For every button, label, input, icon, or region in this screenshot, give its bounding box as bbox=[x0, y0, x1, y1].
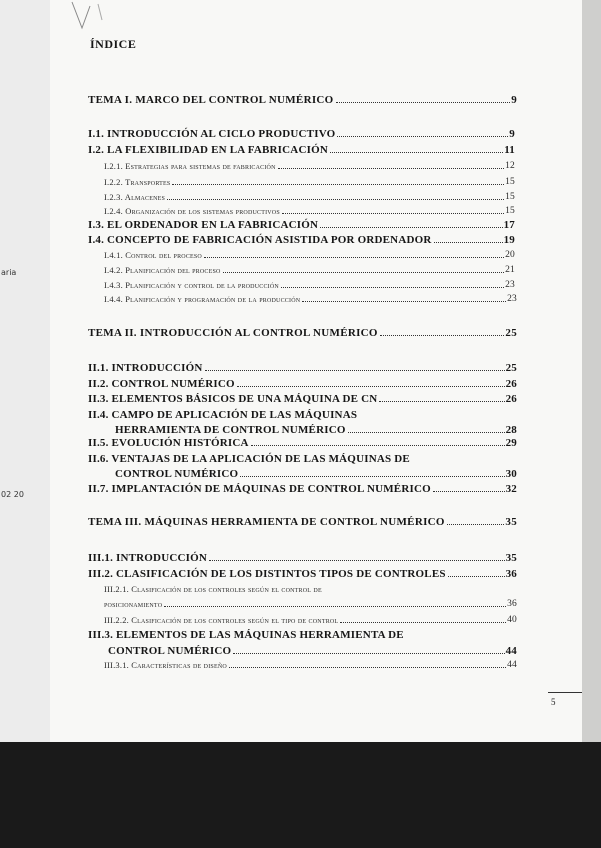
toc-entry-title: I.3. EL ORDENADOR EN LA FABRICACIÓN bbox=[88, 219, 319, 231]
toc-entry-page: 9 bbox=[509, 128, 515, 140]
toc-entry-page: 15 bbox=[505, 206, 515, 216]
toc-entry-title: II.3. ELEMENTOS BÁSICOS DE UNA MÁQUINA DE CN bbox=[88, 393, 378, 405]
toc-entry-title: III.2.2. Clasificación de los controles según el tipo de control bbox=[104, 615, 339, 625]
toc-entry-title-first-line: II.6. VENTAJAS DE LA APLICACIÓN DE LAS MÁQUINAS DE bbox=[88, 453, 410, 465]
toc-entry bbox=[88, 378, 517, 390]
toc-entry-title: II.7. IMPLANTACIÓN DE MÁQUINAS DE CONTROL NUMÉRICO bbox=[88, 483, 431, 495]
toc-entry-page: 44 bbox=[505, 645, 517, 657]
toc-entry-page: 29 bbox=[505, 437, 517, 449]
toc-entry-page: 25 bbox=[505, 327, 517, 339]
toc-entry-title: CONTROL NUMÉRICO bbox=[115, 468, 239, 480]
pen-mark bbox=[70, 0, 120, 32]
dot-leader bbox=[447, 524, 505, 525]
toc-entry-page: 9 bbox=[511, 94, 517, 106]
left-margin-strip bbox=[0, 0, 51, 742]
footer-rule bbox=[548, 692, 582, 693]
toc-entry-title: I.2.2. Transportes bbox=[104, 177, 171, 187]
toc-entry-page: 12 bbox=[505, 161, 515, 171]
toc-entry bbox=[104, 598, 517, 610]
toc-entry bbox=[104, 160, 515, 172]
dot-leader bbox=[278, 168, 504, 169]
dot-leader bbox=[172, 184, 504, 185]
dot-leader bbox=[336, 102, 511, 103]
dot-leader bbox=[204, 257, 504, 258]
dot-leader bbox=[229, 667, 506, 668]
dot-leader bbox=[434, 242, 503, 243]
dot-leader bbox=[379, 401, 504, 402]
toc-entry-page: 23 bbox=[507, 294, 517, 304]
toc-entry-page: 23 bbox=[505, 280, 515, 290]
toc-entry-page: 44 bbox=[507, 660, 517, 670]
toc-entry-title: II.2. CONTROL NUMÉRICO bbox=[88, 378, 235, 390]
toc-entry-page: 11 bbox=[504, 144, 515, 156]
toc-entry bbox=[88, 362, 517, 374]
toc-entry-title: III.1. INTRODUCCIÓN bbox=[88, 552, 208, 564]
margin-fragment: aria bbox=[1, 268, 17, 277]
dot-leader bbox=[380, 335, 505, 336]
toc-entry-title: I.4.4. Planificación y programación de la producción bbox=[104, 294, 301, 304]
toc-entry-page: 26 bbox=[505, 378, 517, 390]
dot-leader bbox=[233, 653, 504, 654]
dot-leader bbox=[320, 227, 502, 228]
toc-entry bbox=[104, 264, 515, 276]
toc-entry-page: 35 bbox=[505, 552, 517, 564]
page-title: ÍNDICE bbox=[90, 37, 137, 51]
toc-entry bbox=[88, 483, 517, 495]
dot-leader bbox=[337, 136, 508, 137]
toc-entry-title: I.4.2. Planificación del proceso bbox=[104, 265, 221, 275]
dot-leader bbox=[164, 606, 506, 607]
toc-entry-title: III.2. CLASIFICACIÓN DE LOS DISTINTOS TIPOS DE CONTROLES bbox=[88, 568, 446, 580]
toc-entry bbox=[104, 249, 515, 261]
toc-entry bbox=[88, 234, 515, 246]
dot-leader bbox=[167, 199, 504, 200]
toc-entry-page: 15 bbox=[505, 177, 515, 187]
dot-leader bbox=[281, 287, 504, 288]
toc-entry-page: 15 bbox=[505, 192, 515, 202]
toc-entry-title: I.2.4. Organización de los sistemas productivos bbox=[104, 206, 280, 216]
toc-entry-title: III.3.1. Características de diseño bbox=[104, 660, 227, 670]
toc-entry-page: 25 bbox=[505, 362, 517, 374]
dot-leader bbox=[330, 152, 503, 153]
scanner-background bbox=[0, 742, 601, 848]
toc-entry bbox=[104, 659, 517, 671]
toc-entry-page: 32 bbox=[505, 483, 517, 495]
page-number: 5 bbox=[551, 697, 556, 707]
toc-entry bbox=[88, 94, 517, 106]
toc-entry bbox=[104, 205, 515, 217]
toc-entry-page: 26 bbox=[505, 393, 517, 405]
dot-leader bbox=[433, 491, 505, 492]
toc-entry-page: 28 bbox=[505, 424, 517, 436]
toc-entry-page: 36 bbox=[505, 568, 517, 580]
toc-entry-page: 30 bbox=[505, 468, 517, 480]
toc-entry-title: HERRAMIENTA DE CONTROL NUMÉRICO bbox=[115, 424, 346, 436]
toc-entry-page: 20 bbox=[505, 250, 515, 260]
toc-entry bbox=[104, 293, 517, 305]
toc-entry-title: I.4.3. Planificación y control de la producción bbox=[104, 280, 279, 290]
toc-entry bbox=[88, 552, 517, 564]
toc-entry-page: 35 bbox=[505, 516, 517, 528]
toc-entry-title: TEMA I. MARCO DEL CONTROL NUMÉRICO bbox=[88, 94, 334, 106]
toc-entry bbox=[88, 327, 517, 339]
margin-fragment: 02 20 bbox=[1, 490, 24, 499]
dot-leader bbox=[282, 213, 504, 214]
toc-entry-title: I.2.3. Almacenes bbox=[104, 192, 166, 202]
toc-entry bbox=[104, 614, 517, 626]
toc-entry-title: TEMA III. MÁQUINAS HERRAMIENTA DE CONTROL NUMÉRICO bbox=[88, 516, 445, 528]
toc-entry bbox=[88, 393, 517, 405]
toc-entry-title: I.4.1. Control del proceso bbox=[104, 250, 202, 260]
dot-leader bbox=[448, 576, 505, 577]
toc-entry bbox=[104, 176, 515, 188]
toc-entry-title: II.5. EVOLUCIÓN HISTÓRICA bbox=[88, 437, 249, 449]
toc-entry-page: 40 bbox=[507, 615, 517, 625]
toc-entry-title-first-line: II.4. CAMPO DE APLICACIÓN DE LAS MÁQUINAS bbox=[88, 409, 358, 421]
toc-entry bbox=[88, 128, 515, 140]
toc-entry-page: 17 bbox=[503, 219, 515, 231]
dot-leader bbox=[223, 272, 505, 273]
toc-entry-title: CONTROL NUMÉRICO bbox=[108, 645, 232, 657]
toc-entry-title: II.1. INTRODUCCIÓN bbox=[88, 362, 203, 374]
toc-entry bbox=[88, 424, 517, 436]
toc-entry bbox=[88, 468, 517, 480]
toc-entry bbox=[88, 568, 517, 580]
toc-entry-title: posicionamiento bbox=[104, 599, 163, 609]
toc-entry-page: 21 bbox=[505, 265, 515, 275]
dot-leader bbox=[340, 622, 506, 623]
toc-entry-title: I.2.1. Estrategias para sistemas de fabricación bbox=[104, 161, 276, 171]
toc-entry bbox=[88, 516, 517, 528]
dot-leader bbox=[240, 476, 504, 477]
toc-entry-title: TEMA II. INTRODUCCIÓN AL CONTROL NUMÉRICO bbox=[88, 327, 378, 339]
toc-entry bbox=[88, 144, 515, 156]
toc-entry-title: I.1. INTRODUCCIÓN AL CICLO PRODUCTIVO bbox=[88, 128, 336, 140]
toc-entry-title-first-line: III.3. ELEMENTOS DE LAS MÁQUINAS HERRAMIENTA DE bbox=[88, 629, 404, 641]
toc-entry bbox=[88, 437, 517, 449]
toc-entry-page: 19 bbox=[503, 234, 515, 246]
toc-entry bbox=[88, 219, 515, 231]
dot-leader bbox=[302, 301, 506, 302]
toc-entry-title-first-line: III.2.1. Clasificación de los controles según el control de bbox=[104, 584, 322, 594]
dot-leader bbox=[348, 432, 505, 433]
dot-leader bbox=[237, 386, 505, 387]
toc-entry-title: I.2. LA FLEXIBILIDAD EN LA FABRICACIÓN bbox=[88, 144, 328, 156]
dot-leader bbox=[251, 445, 505, 446]
toc-entry bbox=[104, 191, 515, 203]
dot-leader bbox=[209, 560, 505, 561]
dot-leader bbox=[205, 370, 505, 371]
right-page-edge bbox=[582, 0, 601, 742]
toc-entry-title: I.4. CONCEPTO DE FABRICACIÓN ASISTIDA POR ORDENADOR bbox=[88, 234, 432, 246]
toc-entry bbox=[104, 279, 515, 291]
toc-entry-page: 36 bbox=[507, 599, 517, 609]
toc-entry bbox=[88, 645, 517, 657]
